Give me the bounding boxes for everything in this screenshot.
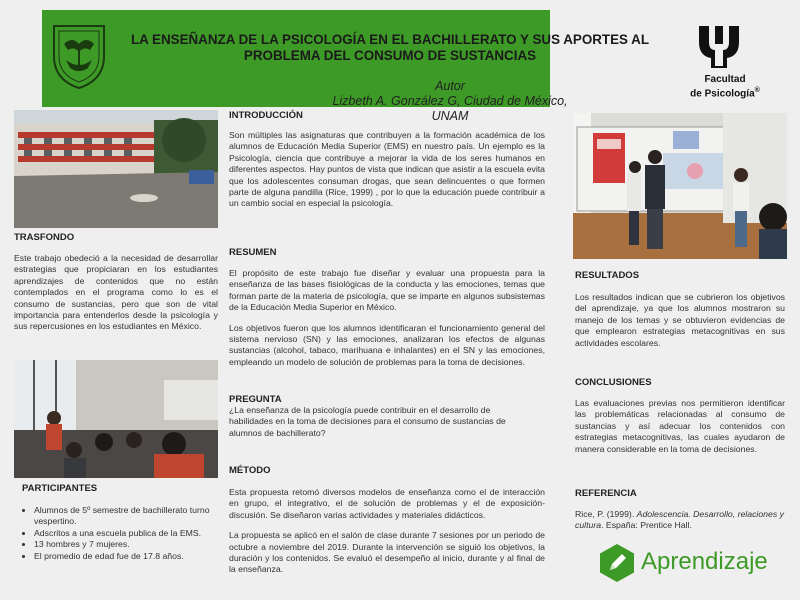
heading-participantes: PARTICIPANTES	[22, 483, 98, 494]
referencia-author: Rice, P. (1999).	[575, 509, 637, 519]
author-block	[330, 79, 570, 124]
logo-line-2	[680, 85, 770, 99]
logo-line-2-text: de Psicología	[690, 88, 755, 100]
resumen-paragraph-2: Los objetivos fueron que los alumnos identificaran el funcionamiento general del sistema nervioso (SN) y las emociones, analizaran los efectos de algunas sustancias (alcohol, tabaco, marihuana e inhalantes) en el SN y las emociones, empleando un modelo de solución de problemas para la toma de decisiones.	[229, 322, 545, 367]
heading-referencia: REFERENCIA	[575, 488, 637, 499]
list-item: • El promedio de edad fue de 17.8 años.	[34, 551, 224, 562]
heading-metodo: MÉTODO	[229, 465, 271, 476]
unam-crest-icon	[50, 20, 108, 90]
metodo-paragraph-2: La propuesta se aplicó en el salón de clase durante 7 sesiones por un periodo de octubre a noviembre del 2019. Durante la intervención se siguió los objetivos, la duración y los contenidos. Se evaluó el desempeño al inicio, durante y al final de la enseñanza.	[229, 530, 545, 575]
psicologia-logo-icon	[693, 22, 745, 70]
pencil-hexagon-icon	[598, 543, 636, 583]
text-introduccion: Son múltiples las asignaturas que contribuyen a la formación académica de los alumnos de Educación Media Superior (EMS) en nuestro país. Un ejemplo es la Psicología, ciencia que contribuye a mejorar la vida de los seres humanos en diferentes aspectos. Hay puntos de vista que indican que asistir a la escuela evita que los adolescentes consuman drogas, que sean delincuentes o que formen parte de alguna pandilla (Rice, 1999) , por lo que la educación puede contribuir a un cambio social en especial la psicología.	[229, 130, 545, 209]
photo-classroom-students	[14, 360, 218, 478]
author-label: Autor	[435, 79, 465, 93]
heading-pregunta: PREGUNTA	[229, 394, 282, 405]
text-conclusiones: Las evaluaciones previas nos permitieron identificar las problemáticas relacionadas al consumo de sustancias y así adecuar los contenidos con estrategias metacognitivas, las cuales ayudaron de manera considerable en la toma de decisiones.	[575, 398, 785, 454]
author-name: Lizbeth A. González G, Ciudad de México, UNAM	[332, 94, 568, 123]
text-metodo	[229, 487, 545, 585]
resumen-paragraph-1: El propósito de este trabajo fue diseñar y evaluar una propuesta para la enseñanza de las bases fisiológicas de la conducta y las emociones, temas que forman parte de la materia de psicología, que se imparte en algunos subsistemas de la Educación Media Superior en México.	[229, 268, 545, 313]
metodo-paragraph-1: Esta propuesta retomó diversos modelos de enseñanza como el de interacción en grupo, el integrativo, el de solución de problemas y el de exposición- discusión. Se diseñaron varias actividades y materiales didácticos.	[229, 487, 545, 520]
participantes-list	[18, 505, 224, 562]
text-pregunta: ¿La enseñanza de la psicología puede contribuir en el desarrollo de habilidades en la toma de decisiones para el consumo de sustancias de alumnos de bachillerato?	[229, 405, 506, 438]
logo-registered-mark: ®	[754, 87, 760, 94]
list-item: • Alumnos de 5º semestre de bachillerato turno vespertino.	[34, 505, 224, 528]
text-resumen	[229, 268, 545, 377]
list-item: • Adscritos a una escuela publica de la EMS.	[34, 528, 224, 539]
heading-conclusiones: CONCLUSIONES	[575, 377, 652, 388]
heading-trasfondo: TRASFONDO	[14, 232, 75, 243]
referencia-publisher: . España: Prentice Hall.	[601, 520, 692, 531]
photo-student-presentation	[573, 113, 787, 259]
heading-resultados: RESULTADOS	[575, 270, 640, 281]
text-trasfondo: Este trabajo obedeció a la necesidad de desarrollar estrategias que propiciaran en los estudiantes aprendizajes de contenidos que no están contemplados en el programa como lo es el consumo de sustancias, pero que son de vital importancia para entenderlos desde la psicología y sus repercusiones en los estudiantes en México.	[14, 253, 218, 332]
brand-aprendizaje: Aprendizaje	[641, 548, 768, 575]
list-item: • 13 hombres y 7 mujeres.	[34, 539, 224, 550]
psicologia-logo-text	[680, 74, 770, 99]
text-resultados: Los resultados indican que se cubrieron los objetivos del aprendizaje, ya que los alumnos mostraron su manejo de los temas y se obtuvieron evidencias de que emplearon estrategias metacognitivas en sus actividades escolares.	[575, 292, 785, 348]
poster-title: LA ENSEÑANZA DE LA PSICOLOGÍA EN EL BACHILLERATO Y SUS APORTES AL PROBLEMA DEL CONSUMO DE SUSTANCIAS	[130, 32, 650, 63]
referencia-book-title: Adolescencia. Desarrollo, relaciones y cultura	[575, 509, 784, 531]
text-referencia	[575, 509, 785, 532]
logo-line-1: Facultad	[704, 74, 746, 85]
heading-resumen: RESUMEN	[229, 247, 277, 258]
photo-school-courtyard	[14, 110, 218, 228]
heading-introduccion: INTRODUCCIÓN	[229, 110, 303, 121]
